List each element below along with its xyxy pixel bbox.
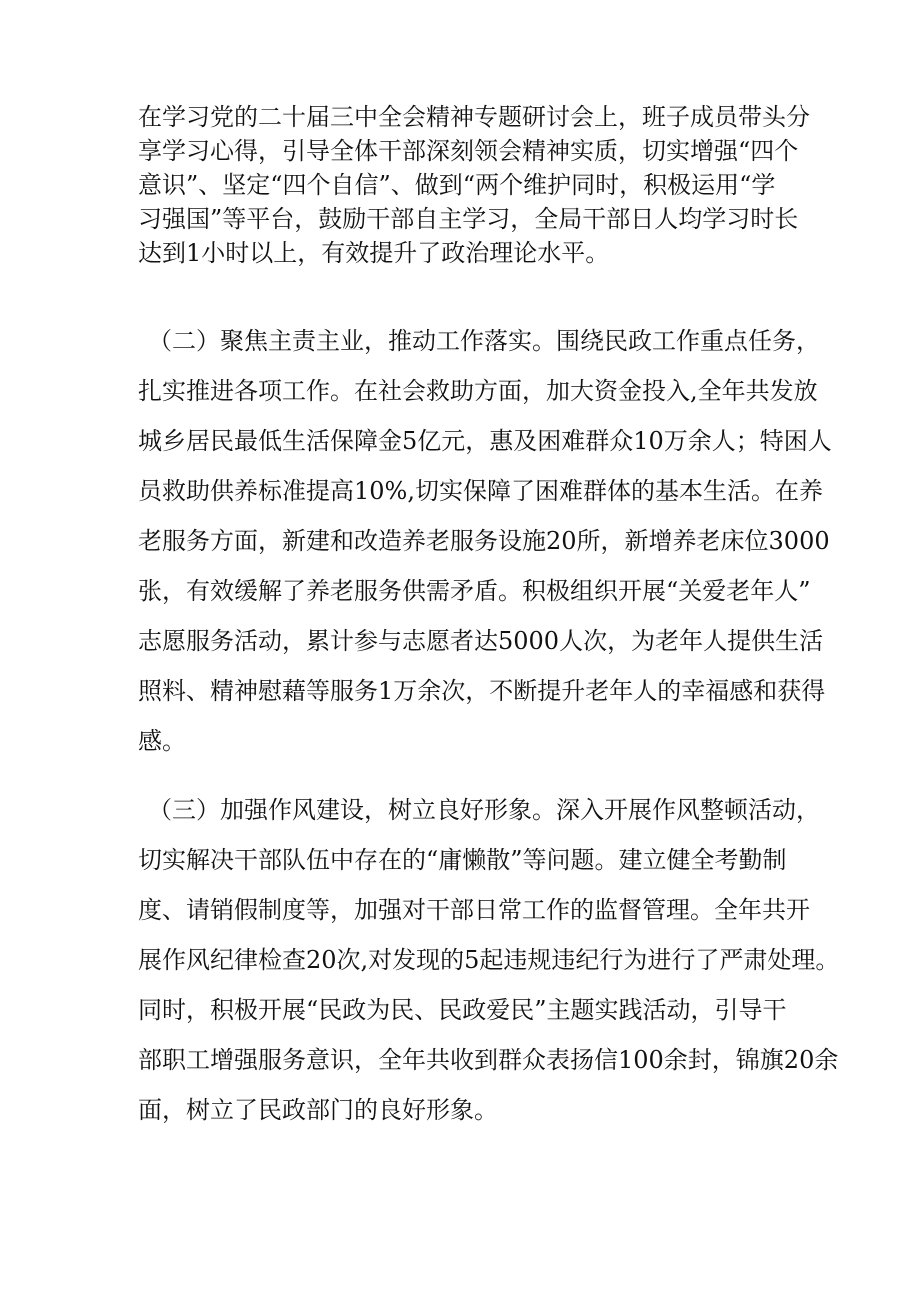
paragraph-section-3 <box>138 785 840 1135</box>
text-line: 扎实推进各项工作。在社会救助方面，加大资金投入,全年共发放 <box>138 377 818 405</box>
text-line: 达到1小时以上，有效提升了政治理论水平。 <box>138 239 610 267</box>
text-line: 老服务方面，新建和改造养老服务设施20所，新增养老床位3000 <box>138 527 830 555</box>
section-heading-line: （三）加强作风建设，树立良好形象。深入开展作风整顿活动， <box>148 796 820 824</box>
text-line: 在学习党的二十届三中全会精神专题研讨会上，班子成员带头分 <box>138 103 810 131</box>
text-line: 切实解决干部队伍中存在的“庸懒散”等问题。建立健全考勤制 <box>138 846 787 874</box>
text-line: 面，树立了民政部门的良好形象。 <box>138 1096 498 1124</box>
paragraph-intro <box>138 100 810 270</box>
text-line: 员救助供养标准提高10%,切实保障了困难群体的基本生活。在养 <box>138 477 823 505</box>
text-line: 张，有效缓解了养老服务供需矛盾。积极组织开展“关爱老年人” <box>138 577 811 605</box>
text-line: 部职工增强服务意识，全年共收到群众表扬信100余封，锦旗20余 <box>138 1046 839 1074</box>
text-line: 度、请销假制度等，加强对干部日常工作的监督管理。全年共开 <box>138 896 810 924</box>
paragraph-section-2 <box>138 316 832 766</box>
text-line: 享学习心得，引导全体干部深刻领会精神实质，切实增强“四个 <box>138 137 799 165</box>
section-heading-line: （二）聚焦主责主业，推动工作落实。围绕民政工作重点任务， <box>148 327 820 355</box>
text-line: 志愿服务活动，累计参与志愿者达5000人次，为老年人提供生活 <box>138 627 824 655</box>
text-line: 意识”、坚定“四个自信”、做到“两个维护同时，积极运用“学 <box>138 171 776 199</box>
text-line: 感。 <box>138 727 186 755</box>
text-line: 城乡居民最低生活保障金5亿元，惠及困难群众10万余人；特困人 <box>138 427 832 455</box>
text-line: 习强国”等平台，鼓励干部自主学习，全局干部日人均学习时长 <box>138 205 799 233</box>
text-line: 同时，积极开展“民政为民、民政爱民”主题实践活动，引导干 <box>138 996 787 1024</box>
text-line: 展作风纪律检查20次,对发现的5起违规违纪行为进行了严肃处理。 <box>138 946 840 974</box>
text-line: 照料、精神慰藉等服务1万余次，不断提升老年人的幸福感和获得 <box>138 677 826 705</box>
